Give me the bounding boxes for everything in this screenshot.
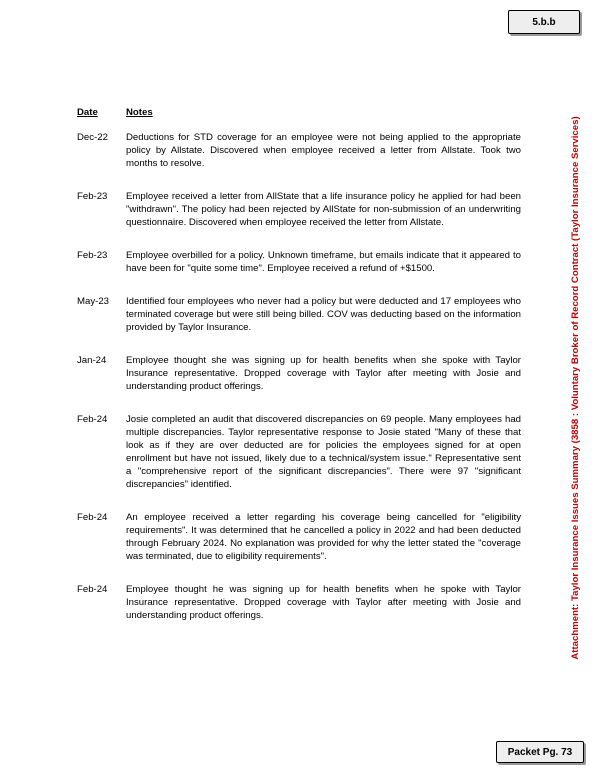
entry-note: Employee thought she was signing up for health benefits when she spoke with Taylor Insurance representative. Dropped coverage with Taylor after meeting with Josie and understanding product offerings. bbox=[126, 355, 521, 392]
entry-date: Feb-24 bbox=[77, 584, 108, 595]
date-column-header: Date bbox=[77, 107, 98, 118]
entry-date: May-23 bbox=[77, 296, 109, 307]
table-row bbox=[77, 354, 521, 393]
attachment-caption: Attachment: Taylor Insurance Issues Summary (3858 : Voluntary Broker of Record Contract (Taylor Insurance Services) bbox=[570, 116, 582, 660]
entry-note: Employee thought he was signing up for health benefits when he spoke with Taylor Insurance representative. Dropped coverage with Taylor after meeting with Josie and understanding product offerings. bbox=[126, 584, 521, 621]
table-row bbox=[77, 413, 521, 491]
agenda-item-badge: 5.b.b bbox=[508, 10, 580, 34]
entry-date: Dec-22 bbox=[77, 132, 108, 143]
table-header bbox=[77, 106, 521, 119]
entry-date: Jan-24 bbox=[77, 355, 107, 366]
entry-note: Josie completed an audit that discovered discrepancies on 69 people. Many employees had multiple discrepancies. Taylor representative response to Josie stated "Many of these that look as if they are over deducted are for policies the employees signed for at open enrollment but have not issued, likely due to a technical/system issue." Representative sent a "comprehensive report of the significant discrepancies". There were 97 "significant discrepancies" identified. bbox=[126, 414, 521, 490]
table-row bbox=[77, 190, 521, 229]
table-row bbox=[77, 511, 521, 563]
issues-table bbox=[77, 106, 521, 642]
entry-note: An employee received a letter regarding his coverage being cancelled for "eligibility requirements". It was determined that he cancelled a policy in 2022 and had been deducted through February 2024. No explanation was provided for why the letter stated the "coverage was terminated, due to eligibility requirements". bbox=[126, 512, 521, 562]
entry-note: Employee received a letter from AllState that a life insurance policy he applied for had been "withdrawn". The policy had been rejected by AllState for non-submission of an underwriting questionnaire. Discovered when employee received the letter from Allstate. bbox=[126, 191, 521, 228]
table-row bbox=[77, 295, 521, 334]
entry-date: Feb-23 bbox=[77, 191, 108, 202]
entry-date: Feb-24 bbox=[77, 512, 108, 523]
entry-date: Feb-24 bbox=[77, 414, 108, 425]
notes-column-header: Notes bbox=[126, 107, 153, 118]
table-row bbox=[77, 249, 521, 275]
entry-note: Identified four employees who never had a policy but were deducted and 17 employees who terminated coverage but were still being billed. COV was deducting based on the information provided by Taylor Insurance. bbox=[126, 296, 521, 333]
entry-note: Deductions for STD coverage for an employee were not being applied to the appropriate policy by Allstate. Discovered when employee received a letter from Allstate. Took two months to resolve. bbox=[126, 132, 521, 169]
table-row bbox=[77, 131, 521, 170]
packet-page-badge: Packet Pg. 73 bbox=[496, 741, 584, 763]
table-row bbox=[77, 583, 521, 622]
entry-date: Feb-23 bbox=[77, 250, 108, 261]
entry-note: Employee overbilled for a policy. Unknown timeframe, but emails indicate that it appeared to have been for "quite some time". Employee received a refund of +$1500. bbox=[126, 250, 521, 274]
